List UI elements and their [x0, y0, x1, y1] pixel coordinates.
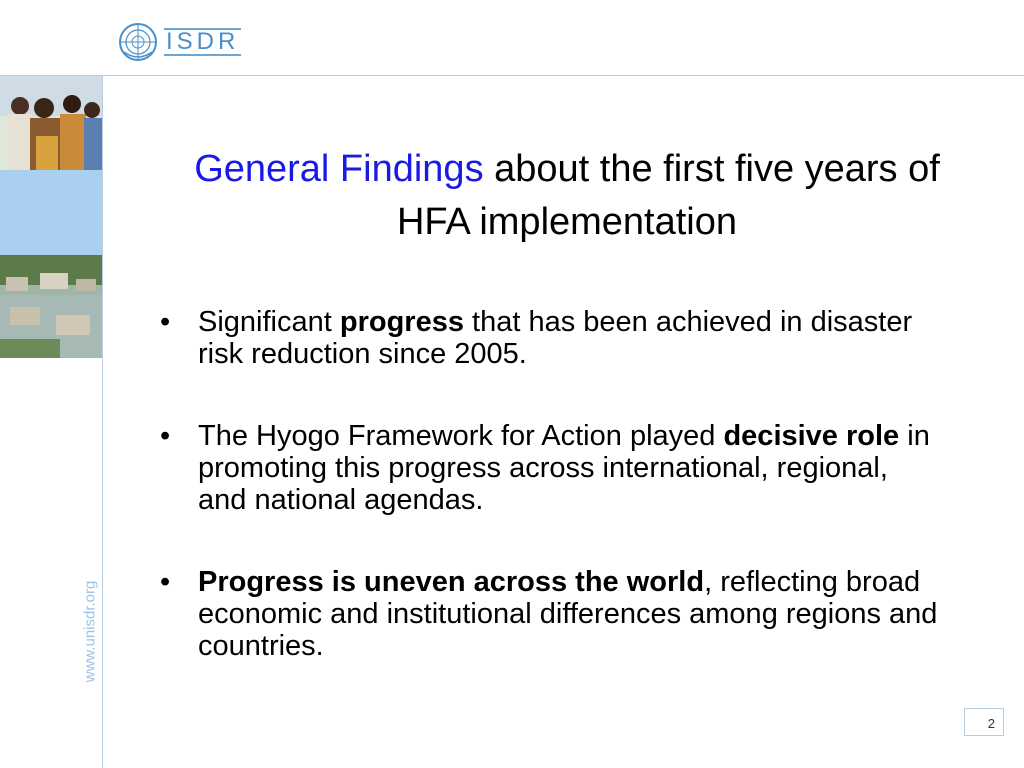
logo-text: ISDR: [166, 28, 240, 55]
bullet-item: • Significant progress that has been achieved in disaster risk reduction since 2005.: [160, 306, 940, 370]
bullet-item: • Progress is uneven across the world, reflecting broad economic and institutional differences among regions and countries.: [160, 566, 940, 662]
flood-photo: [0, 255, 102, 358]
isdr-logo: [118, 22, 241, 62]
slide-title: [110, 143, 1024, 249]
bullet-list: [160, 306, 940, 712]
sidebar-url: www.unisdr.org: [81, 580, 99, 682]
sidebar-color-panel: [0, 170, 102, 255]
title-rest: about the first five years of: [483, 148, 940, 190]
sidebar: [0, 76, 103, 768]
page-number: 2: [964, 708, 1004, 736]
bullet-item: • The Hyogo Framework for Action played decisive role in promoting this progress across international, regional, and national agendas.: [160, 420, 940, 516]
title-line-2: HFA implementation: [396, 201, 738, 243]
un-emblem-icon: [118, 22, 158, 62]
title-highlight: General Findings: [194, 148, 484, 190]
children-photo: [0, 76, 102, 170]
header-divider: [0, 75, 1024, 76]
sidebar-divider: [102, 76, 103, 768]
